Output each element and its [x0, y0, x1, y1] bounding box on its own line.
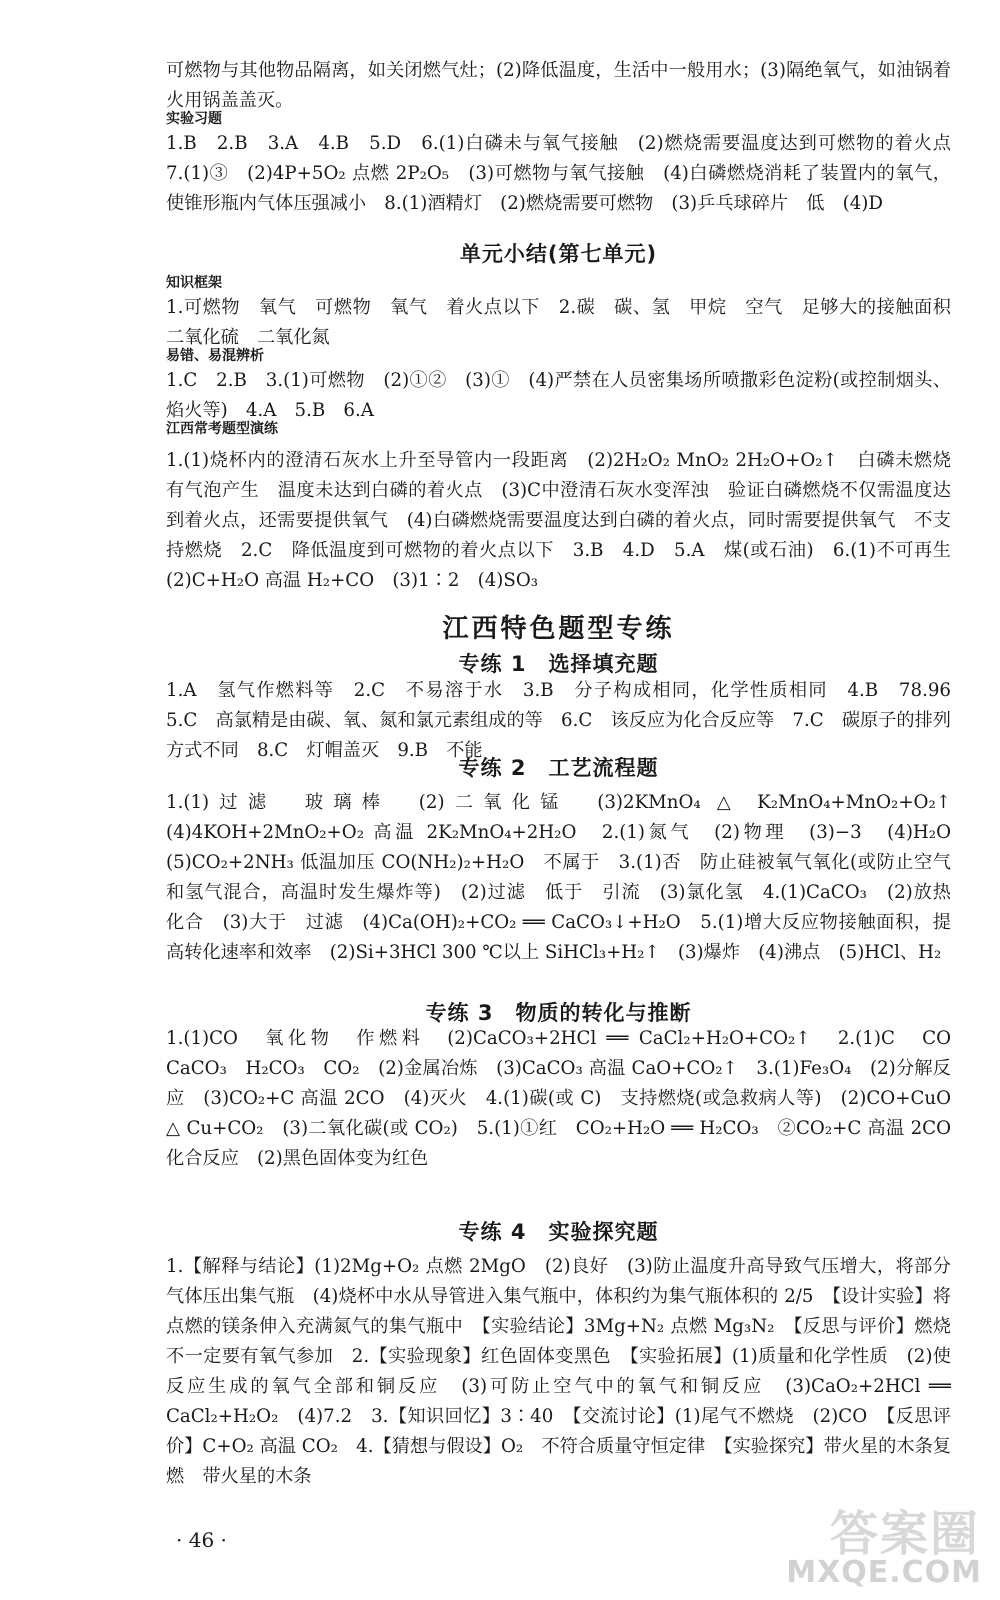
experiment-answers: 1.B 2.B 3.A 4.B 5.D 6.(1)白磷未与氧气接触 (2)燃烧需要温度达到可燃物的着火点 7.(1)③ (2)4P+5O₂ 点燃 2P₂O₅ (3)可燃物与氧气接触 (4)白磷燃烧消耗了装置内的氧气，使锥形瓶内气体压强减小 8.(1)酒精灯 (2)燃烧需要可燃物 (3)乒乓球碎片 低 (4)D — [166, 133, 970, 214]
practice-2-title: 专练 2 工艺流程题 — [458, 756, 659, 780]
intro-paragraph: 可燃物与其他物品隔离，如关闭燃气灶；(2)降低温度，生活中一般用水；(3)隔绝氧气，如油锅着火用锅盖盖灭。 — [166, 60, 951, 111]
practice-1-answers: 1.A 氢气作燃料等 2.C 不易溶于水 3.B 分子构成相同，化学性质相同 4.B 78.96 5.C 高氯精是由碳、氧、氮和氯元素组成的等 6.C 该反应为化合反应等 7.C 碳原子的排列方式不同 8.C 灯帽盖灭 9.B 不能 — [166, 680, 970, 761]
practice-2-answers: 1.(1)过滤 玻璃棒 (2)二氧化锰 (3)2KMnO₄ △ K₂MnO₄+MnO₂+O₂↑ (4)4KOH+2MnO₂+O₂ 高温 2K₂MnO₄+2H₂O 2.(1)氮气 (2)物理 (3)−3 (4)H₂O (5)CO₂+2NH₃ 低温加压 CO(NH₂)₂+H₂O 不属于 3.(1)否 防止硅被氧气氧化(或防止空气和氢气混合，高温时发生爆炸等) (2)过滤 低于 引流 (3)氯化氢 4.(1)CaCO₃ (2)放热 化合 (3)大于 过滤 (4)Ca(OH)₂+CO₂ ══ CaCO₃↓+H₂O 5.(1)增大反应物接触面积，提高转化速率和效率 (2)Si+3HCl 300 ℃以上 SiHCl₃+H₂↑ (3)爆炸 (4)沸点 (5)HCl、H₂ — [166, 792, 970, 963]
practice-3-answers: 1.(1)CO 氧化物 作燃料 (2)CaCO₃+2HCl ══ CaCl₂+H₂O+CO₂↑ 2.(1)C CO CaCO₃ H₂CO₃ CO₂ (2)金属冶炼 (3)CaCO₃ 高温 CaO+CO₂↑ 3.(1)Fe₃O₄ (2)分解反应 (3)CO₂+C 高温 2CO (4)灭火 4.(1)碳(或 C) 支持燃烧(或急救病人等) (2)CO+CuO △ Cu+CO₂ (3)二氧化碳(或 CO₂) 5.(1)①红 CO₂+H₂O ══ H₂CO₃ ②CO₂+C 高温 2CO 化合反应 (2)黑色固体变为红色 — [166, 1028, 970, 1169]
knowledge-frame-answers: 1.可燃物 氧气 可燃物 氧气 着火点以下 2.碳 碳、氢 甲烷 空气 足够大的接触面积 二氧化硫 二氧化氮 — [166, 297, 970, 348]
watermark-site: MXQE.COM — [786, 1555, 982, 1590]
watermark — [786, 1495, 986, 1590]
error-analysis-answers: 1.C 2.B 3.(1)可燃物 (2)①② (3)① (4)严禁在人员密集场所喷撒彩色淀粉(或控制烟头、焰火等) 4.A 5.B 6.A — [166, 370, 951, 421]
practice-3-title: 专练 3 物质的转化与推断 — [425, 1001, 692, 1025]
practice-4-title: 专练 4 实验探究题 — [458, 1220, 659, 1244]
heading-knowledge-frame: 知识框架 — [166, 275, 222, 291]
practice-4-answers: 1.【解释与结论】(1)2Mg+O₂ 点燃 2MgO (2)良好 (3)防止温度升高导致气压增大，将部分气体压出集气瓶 (4)烧杯中水从导管进入集气瓶中，体积约为集气瓶体积的 2/5 【设计实验】将点燃的镁条伸入充满氮气的集气瓶中 【实验结论】3Mg+N₂ 点燃 Mg₃N₂ 【反思与评价】燃烧不一定要有氧气参加 2.【实验现象】红色固体变黑色 【实验拓展】(1)质量和化学性质 (2)使反应生成的氧气全部和铜反应 (3)可防止空气中的氧气和铜反应 (3)CaO₂+2HCl ══ CaCl₂+H₂O₂ (4)7.2 3.【知识回忆】3∶40 【交流讨论】(1)尾气不燃烧 (2)CO 【反思评价】C+O₂ 高温 CO₂ 4.【猜想与假设】O₂ 不符合质量守恒定律 【实验探究】带火星的木条复燃 带火星的木条 — [166, 1256, 951, 1487]
page-number: · 46 · — [176, 1528, 227, 1552]
jiangxi-common-answers: 1.(1)烧杯内的澄清石灰水上升至导管内一段距离 (2)2H₂O₂ MnO₂ 2H₂O+O₂↑ 白磷未燃烧 有气泡产生 温度未达到白磷的着火点 (3)C中澄清石灰水变浑浊 验证白磷燃烧不仅需温度达到着火点，还需要提供氧气 (4)白磷燃烧需要温度达到白磷的着火点，同时需要提供氧气 不支持燃烧 2.C 降低温度到可燃物的着火点以下 3.B 4.D 5.A 煤(或石油) 6.(1)不可再生 (2)C+H₂O 高温 H₂+CO (3)1∶2 (4)SO₃ — [166, 450, 970, 591]
special-practice-title: 江西特色题型专练 — [442, 614, 675, 644]
heading-jiangxi-common: 江西常考题型演练 — [166, 421, 278, 437]
practice-1-title: 专练 1 选择填充题 — [458, 652, 659, 676]
watermark-logo: 答案圈 — [829, 1506, 980, 1562]
heading-error-analysis: 易错、易混辨析 — [166, 348, 264, 364]
unit-summary-title: 单元小结(第七单元) — [459, 242, 658, 266]
heading-experiment-exercises: 实验习题 — [166, 111, 222, 127]
